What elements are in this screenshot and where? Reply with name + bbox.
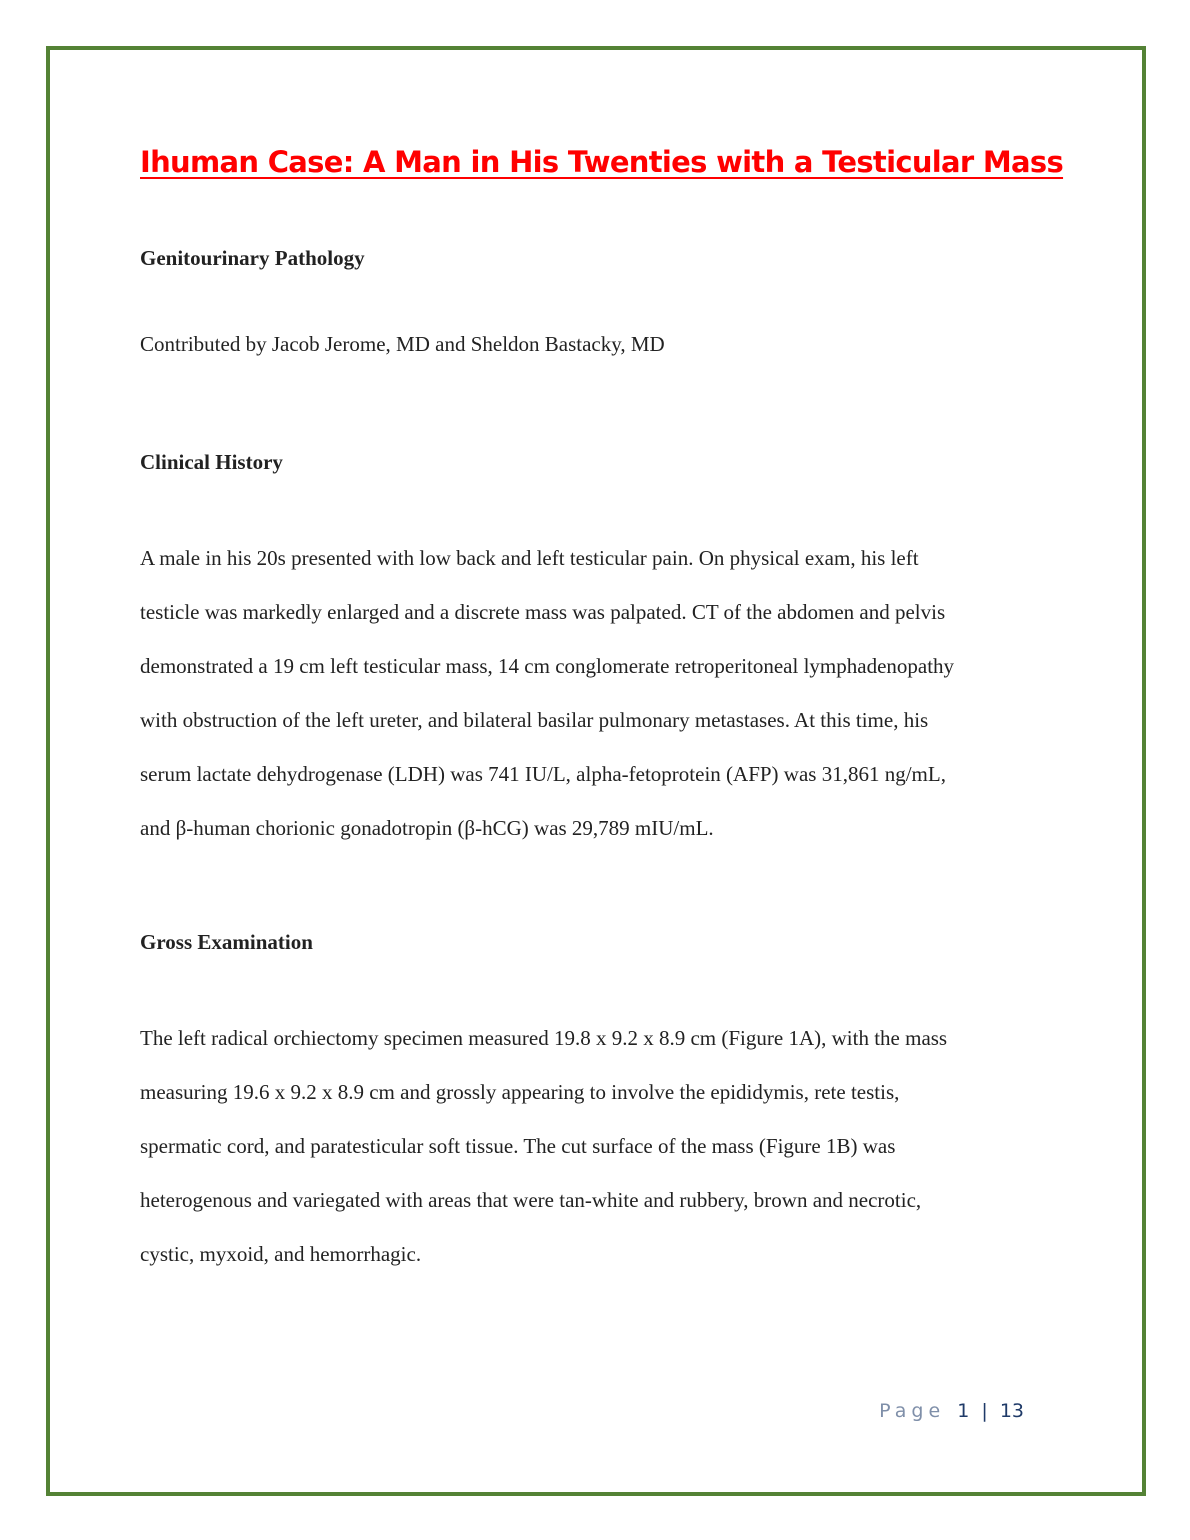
paragraph-line: heterogenous and variegated with areas that were tan-white and rubbery, brown and necrotic, xyxy=(140,1188,922,1212)
page-footer xyxy=(879,1400,1024,1422)
paragraph-line: measuring 19.6 x 9.2 x 8.9 cm and grossly appearing to involve the epididymis, rete testis, xyxy=(140,1080,900,1104)
paragraph-line: cystic, myxoid, and hemorrhagic. xyxy=(140,1242,422,1266)
contributors-line: Contributed by Jacob Jerome, MD and Sheldon Bastacky, MD xyxy=(140,332,665,356)
page-total: 13 xyxy=(999,1400,1024,1422)
clinical-history-paragraph xyxy=(140,544,1060,868)
paragraph-line: The left radical orchiectomy specimen measured 19.8 x 9.2 x 8.9 cm (Figure 1A), with the mass xyxy=(140,1026,948,1050)
gross-examination-heading: Gross Examination xyxy=(140,930,313,954)
paragraph-line: and β-human chorionic gonadotropin (β-hCG) was 29,789 mIU/mL. xyxy=(140,816,714,840)
paragraph-line: testicle was markedly enlarged and a discrete mass was palpated. CT of the abdomen and pelvis xyxy=(140,600,946,624)
paragraph-line: A male in his 20s presented with low back and left testicular pain. On physical exam, his left xyxy=(140,546,919,570)
document-title: Ihuman Case: A Man in His Twenties with a Testicular Mass xyxy=(140,145,1064,179)
page-number: 1 xyxy=(957,1400,970,1422)
page-word: Page xyxy=(879,1400,946,1422)
gross-examination-paragraph xyxy=(140,1024,1060,1294)
paragraph-line: with obstruction of the left ureter, and bilateral basilar pulmonary metastases. At this time, his xyxy=(140,708,929,732)
paragraph-line: spermatic cord, and paratesticular soft tissue. The cut surface of the mass (Figure 1B) was xyxy=(140,1134,896,1158)
clinical-history-heading: Clinical History xyxy=(140,450,283,474)
paragraph-line: serum lactate dehydrogenase (LDH) was 741 IU/L, alpha-fetoprotein (AFP) was 31,861 ng/mL, xyxy=(140,762,946,786)
paragraph-line: demonstrated a 19 cm left testicular mass, 14 cm conglomerate retroperitoneal lymphadenopathy xyxy=(140,654,955,678)
category-heading: Genitourinary Pathology xyxy=(140,246,365,270)
page-separator: | xyxy=(981,1400,988,1422)
